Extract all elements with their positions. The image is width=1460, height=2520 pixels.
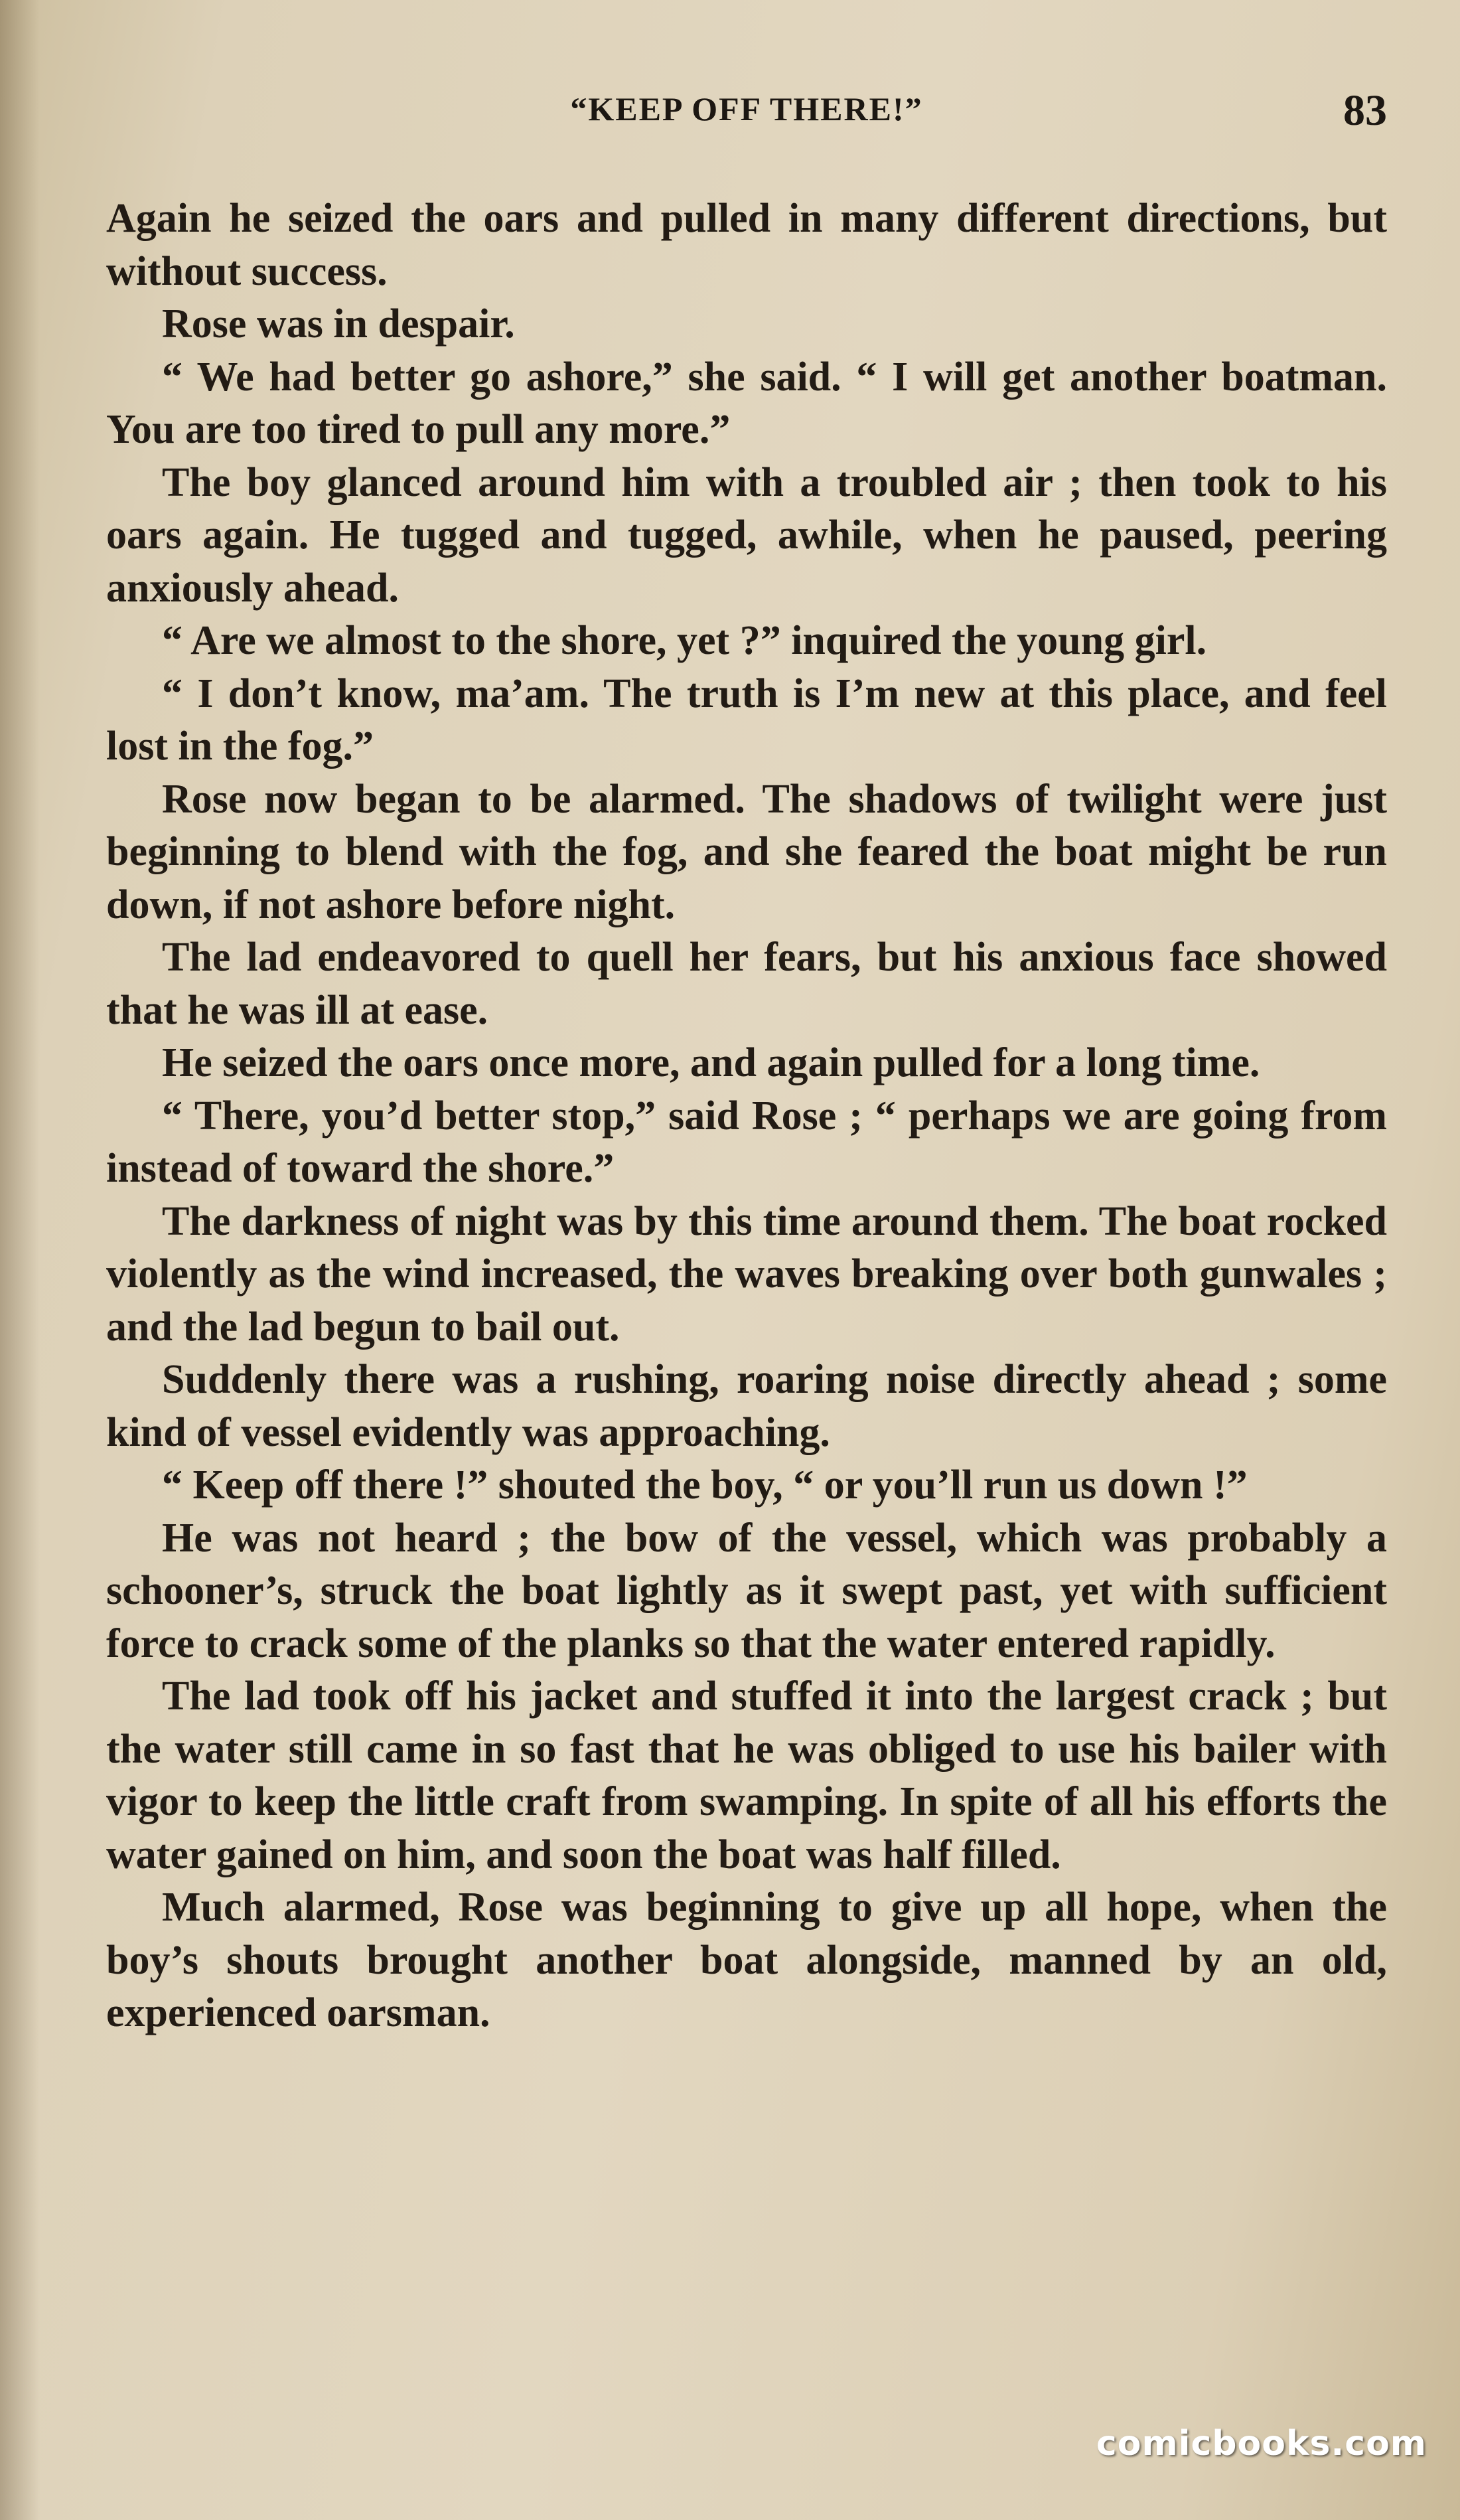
paragraph: “ Keep off there !” shouted the boy, “ or you’ll run us down !” — [162, 1462, 1248, 1508]
paragraph: He seized the oars once more, and again pulled for a long time. — [162, 1040, 1260, 1085]
page-gutter-shadow — [0, 0, 40, 2520]
paragraph: The darkness of night was by this time around them. The boat rocked violently as the wind increased, the waves breaking over both gunwales ; and the lad begun to bail out. — [106, 1198, 1387, 1350]
paragraph: Rose now began to be alarmed. The shadows of twilight were just beginning to blend with the fog, and she feared the boat might be run down, if not ashore before night. — [106, 776, 1387, 927]
paragraph: He was not heard ; the bow of the vessel, which was probably a schooner’s, struck the boat lightly as it swept past, yet with sufficient force to crack some of the planks so that the water entered rapidly. — [106, 1515, 1387, 1666]
paragraph: “ There, you’d better stop,” said Rose ; “ perhaps we are going from instead of toward the shore.” — [106, 1093, 1387, 1191]
paragraph: Rose was in despair. — [162, 301, 515, 347]
paragraph: Again he seized the oars and pulled in many different directions, but without success. — [106, 196, 1387, 294]
paragraph: “ We had better go ashore,” she said. “ I will get another boatman. You are too tired to pull any more.” — [106, 354, 1387, 452]
paragraph: Suddenly there was a rushing, roaring noise directly ahead ; some kind of vessel evidently was approaching. — [106, 1357, 1387, 1455]
paragraph: Much alarmed, Rose was beginning to give up all hope, when the boy’s shouts brought another boat alongside, manned by an old, experienced oarsman. — [106, 1885, 1387, 2035]
paragraph: The boy glanced around him with a troubled air ; then took to his oars again. He tugged and tugged, awhile, when he paused, peering anxiously ahead. — [106, 459, 1387, 611]
page-header — [106, 86, 1387, 143]
page-number: 83 — [1343, 86, 1387, 135]
running-title: “KEEP OFF THERE!” — [570, 90, 923, 127]
paragraph: “ Are we almost to the shore, yet ?” inquired the young girl. — [162, 618, 1207, 663]
source-watermark: comicbooks.com — [1096, 2424, 1427, 2464]
body-text — [106, 193, 1387, 2040]
paragraph: The lad endeavored to quell her fears, but his anxious face showed that he was ill at ease. — [106, 935, 1387, 1033]
paragraph: “ I don’t know, ma’am. The truth is I’m new at this place, and feel lost in the fog.” — [106, 670, 1387, 769]
paragraph: The lad took off his jacket and stuffed it into the largest crack ; but the water still came in so fast that he was obliged to use his bailer with vigor to keep the little craft from swamping. In spite of all his efforts the water gained on him, and soon the boat was half filled. — [106, 1674, 1387, 1877]
